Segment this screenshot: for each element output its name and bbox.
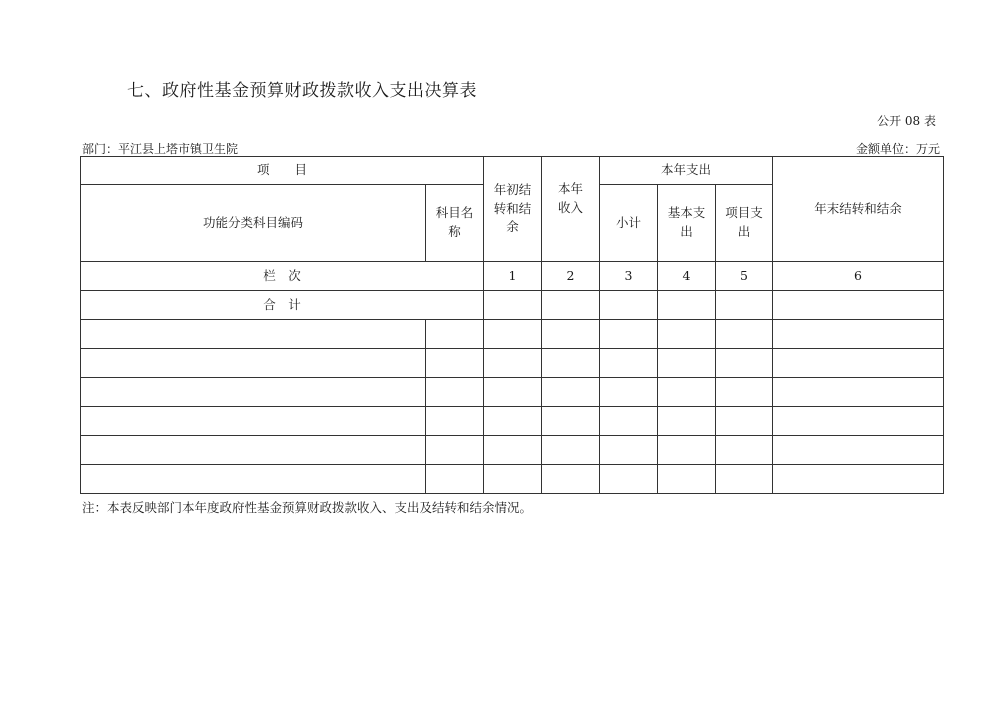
table-cell bbox=[773, 378, 944, 407]
table-cell bbox=[716, 465, 773, 494]
table-cell bbox=[716, 320, 773, 349]
table-cell bbox=[658, 320, 716, 349]
table-cell bbox=[658, 291, 716, 320]
header-year-expense: 本年支出 bbox=[600, 157, 773, 185]
column-number: 5 bbox=[716, 262, 773, 291]
table-cell bbox=[542, 436, 600, 465]
header-func-code: 功能分类科目编码 bbox=[81, 185, 426, 262]
table-cell bbox=[716, 349, 773, 378]
table-cell bbox=[716, 378, 773, 407]
table-cell bbox=[426, 378, 484, 407]
table-cell bbox=[716, 291, 773, 320]
table-cell bbox=[773, 291, 944, 320]
table-cell bbox=[426, 465, 484, 494]
total-row bbox=[81, 291, 944, 320]
table-cell bbox=[658, 378, 716, 407]
table-cell bbox=[542, 349, 600, 378]
table-cell bbox=[658, 465, 716, 494]
column-number: 1 bbox=[484, 262, 542, 291]
table-cell bbox=[484, 349, 542, 378]
header-project-expense: 项目支出 bbox=[716, 185, 773, 262]
form-number: 公开 08 表 bbox=[877, 114, 936, 128]
header-subtotal: 小计 bbox=[600, 185, 658, 262]
table-cell bbox=[773, 465, 944, 494]
table-note: 注：本表反映部门本年度政府性基金预算财政拨款收入、支出及结转和结余情况。 bbox=[82, 500, 533, 515]
table-cell bbox=[600, 349, 658, 378]
table-cell bbox=[81, 407, 426, 436]
table-cell bbox=[658, 349, 716, 378]
column-number: 6 bbox=[773, 262, 944, 291]
table-cell bbox=[484, 291, 542, 320]
table-cell bbox=[81, 320, 426, 349]
table-cell bbox=[542, 465, 600, 494]
table-row bbox=[81, 407, 944, 436]
table-cell bbox=[600, 436, 658, 465]
header-subject-name: 科目名称 bbox=[426, 185, 484, 262]
page-title: 七、政府性基金预算财政拨款收入支出决算表 bbox=[127, 81, 477, 101]
table-cell bbox=[484, 378, 542, 407]
table-cell bbox=[542, 291, 600, 320]
table-cell bbox=[484, 465, 542, 494]
budget-table bbox=[80, 156, 944, 494]
table-cell bbox=[600, 378, 658, 407]
table-cell bbox=[600, 291, 658, 320]
table-cell bbox=[426, 320, 484, 349]
column-number: 4 bbox=[658, 262, 716, 291]
table-row bbox=[81, 436, 944, 465]
table-cell bbox=[426, 436, 484, 465]
table-cell bbox=[542, 407, 600, 436]
header-basic-expense: 基本支出 bbox=[658, 185, 716, 262]
unit-label: 金额单位：万元 bbox=[855, 142, 940, 156]
table-cell bbox=[773, 407, 944, 436]
header-item: 项 目 bbox=[81, 157, 484, 185]
column-number: 2 bbox=[542, 262, 600, 291]
table-row bbox=[81, 349, 944, 378]
table-cell bbox=[600, 465, 658, 494]
table-cell bbox=[426, 407, 484, 436]
table-cell bbox=[81, 349, 426, 378]
table-cell bbox=[716, 436, 773, 465]
table-row bbox=[81, 320, 944, 349]
table-cell bbox=[773, 349, 944, 378]
table-cell bbox=[484, 436, 542, 465]
table-cell bbox=[600, 320, 658, 349]
column-number-row bbox=[81, 262, 944, 291]
table-row bbox=[81, 465, 944, 494]
header-opening-balance: 年初结转和结余 bbox=[484, 157, 542, 262]
table-cell bbox=[81, 436, 426, 465]
table-cell bbox=[81, 465, 426, 494]
department-label: 部门：平江县上塔市镇卫生院 bbox=[82, 142, 239, 156]
table-cell bbox=[542, 320, 600, 349]
table-cell bbox=[484, 407, 542, 436]
table-cell bbox=[658, 436, 716, 465]
table-row bbox=[81, 378, 944, 407]
table-cell bbox=[773, 436, 944, 465]
table-cell bbox=[484, 320, 542, 349]
table-cell bbox=[426, 349, 484, 378]
header-closing-balance: 年末结转和结余 bbox=[773, 157, 944, 262]
table-cell bbox=[773, 320, 944, 349]
table-cell bbox=[658, 407, 716, 436]
table-cell bbox=[600, 407, 658, 436]
table-cell bbox=[542, 378, 600, 407]
table-cell bbox=[716, 407, 773, 436]
total-label: 合 计 bbox=[81, 291, 484, 320]
header-year-income: 本年收入 bbox=[542, 157, 600, 262]
column-number: 3 bbox=[600, 262, 658, 291]
table-cell bbox=[81, 378, 426, 407]
column-number-label: 栏 次 bbox=[81, 262, 484, 291]
